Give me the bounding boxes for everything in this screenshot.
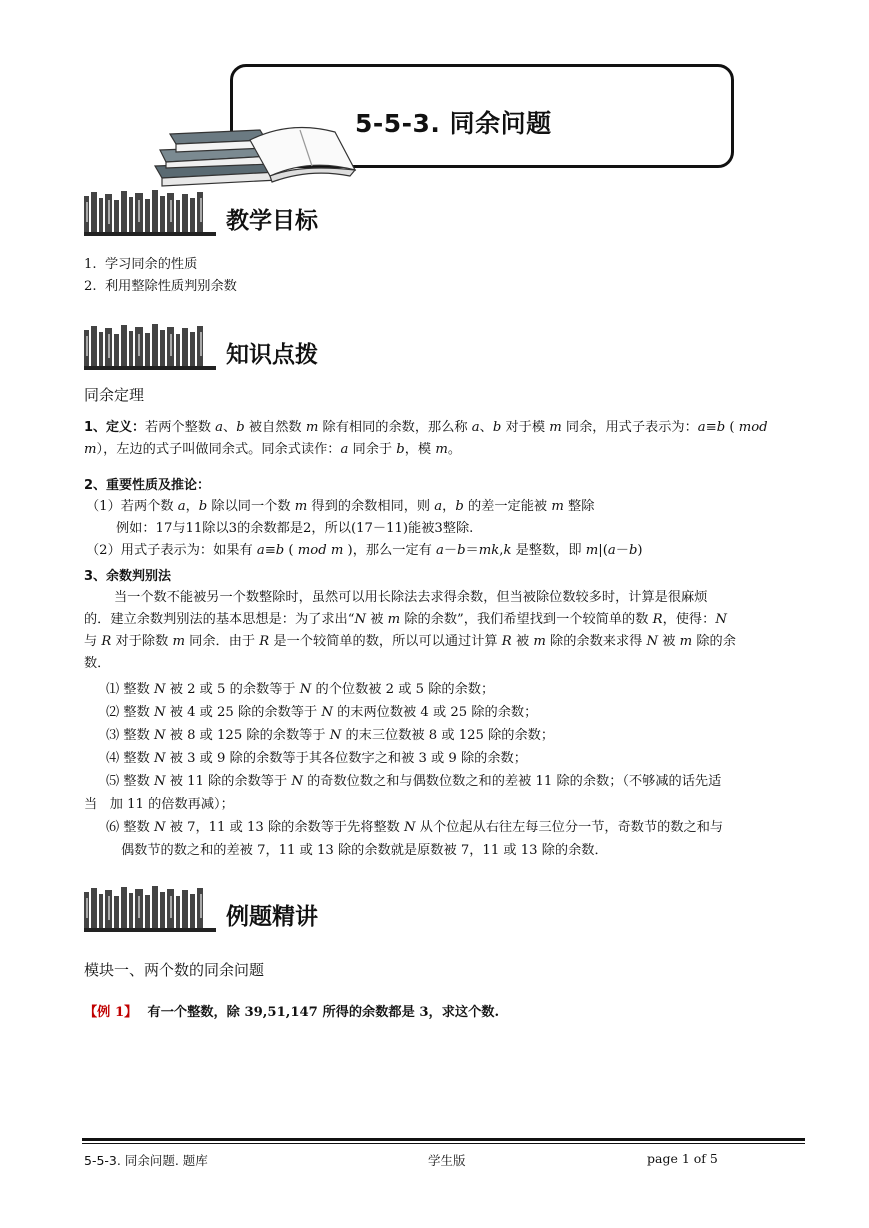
property-1-example: 例如：17与11除以3的余数都是2，所以(17－11)能被3整除. xyxy=(116,521,474,536)
rule-item: ⑴ 整数 N 被 2 或 5 的余数等于 N 的个位数被 2 或 5 除的余数； xyxy=(106,682,495,697)
judge-paragraph-line: 与 R 对于除数 m 同余．由于 R 是一个较简单的数，所以可以通过计算 R 被 m 除的余数来求得 N 被 m 除的余 xyxy=(84,634,736,649)
section-heading-goals: 教学目标 xyxy=(226,208,318,234)
judge-paragraph-line: 数． xyxy=(84,656,111,671)
example-label: 【例 1】 xyxy=(84,1005,138,1020)
footer-center: 学生版 xyxy=(428,1153,466,1168)
rule-item-continuation: 当 加 11 的倍数再减）； xyxy=(84,797,234,812)
rule-item: ⑷ 整数 N 被 3 或 9 除的余数等于其各位数字之和被 3 或 9 除的余数； xyxy=(106,751,527,766)
books-illustration xyxy=(150,110,360,190)
definition-line-1: 1、定义：若两个整数 a、b 被自然数 m 除有相同的余数，那么称 a、b 对于模 m 同余，用式子表示为：a≡b ( mod xyxy=(84,420,768,435)
property-2: （2）用式子表示为：如果有 a≡b ( mod m )，那么一定有 a－b＝mk,k 是整数，即 m|(a－b) xyxy=(86,543,643,558)
bookshelf-icon xyxy=(84,884,216,932)
section-heading-examples: 例题精讲 xyxy=(226,904,318,930)
definition-line-2: m），左边的式子叫做同余式。同余式读作：a 同余于 b，模 m。 xyxy=(84,442,462,457)
section-heading-knowledge: 知识点拨 xyxy=(226,342,318,368)
property-1: （1）若两个数 a，b 除以同一个数 m 得到的余数相同，则 a，b 的差一定能被 m 整除 xyxy=(86,499,595,514)
example-text: 有一个整数，除 39,51,147 所得的余数都是 3，求这个数. xyxy=(147,1005,500,1020)
rule-item: ⑵ 整数 N 被 4 或 25 除的余数等于 N 的末两位数被 4 或 25 除的余数； xyxy=(106,705,538,720)
example-1 xyxy=(84,1002,499,1024)
judge-label: 3、余数判别法 xyxy=(84,569,172,584)
footer-left: 5-5-3. 同余问题. 题库 xyxy=(84,1153,208,1168)
properties-label: 2、重要性质及推论： xyxy=(84,478,211,493)
goal-item: 2. 利用整除性质判别余数 xyxy=(84,279,237,294)
footer-rule xyxy=(82,1138,805,1141)
bookshelf-icon xyxy=(84,322,216,370)
footer-rule xyxy=(82,1143,805,1144)
page-title: 5-5-3. 同余问题 xyxy=(355,109,552,138)
bookshelf-icon xyxy=(84,188,216,236)
module-title: 模块一、两个数的同余问题 xyxy=(84,961,265,979)
rule-item: ⑸ 整数 N 被 11 除的余数等于 N 的奇数位数之和与偶数位数之和的差被 11 除的余数；（不够减的话先适 xyxy=(106,774,722,789)
footer-page-number: page 1 of 5 xyxy=(647,1151,718,1166)
goal-item: 1. 学习同余的性质 xyxy=(84,257,198,272)
judge-paragraph-line: 的．建立余数判别法的基本思想是：为了求出“N 被 m 除的余数”，我们希望找到一个较简单的数 R，使得：N xyxy=(84,612,727,627)
rule-item: ⑶ 整数 N 被 8 或 125 除的余数等于 N 的末三位数被 8 或 125 除的余数； xyxy=(106,728,555,743)
knowledge-subtitle: 同余定理 xyxy=(84,386,145,404)
judge-paragraph-line: 当一个数不能被另一个数整除时，虽然可以用长除法去求得余数，但当被除位数较多时，计算是很麻烦 xyxy=(114,590,708,605)
rule-item: ⑹ 整数 N 被 7，11 或 13 除的余数等于先将整数 N 从个位起从右往左每三位分一节，奇数节的数之和与 xyxy=(106,820,724,835)
rule-item-continuation: 偶数节的数之和的差被 7，11 或 13 除的余数就是原数被 7，11 或 13 除的余数． xyxy=(121,843,608,858)
